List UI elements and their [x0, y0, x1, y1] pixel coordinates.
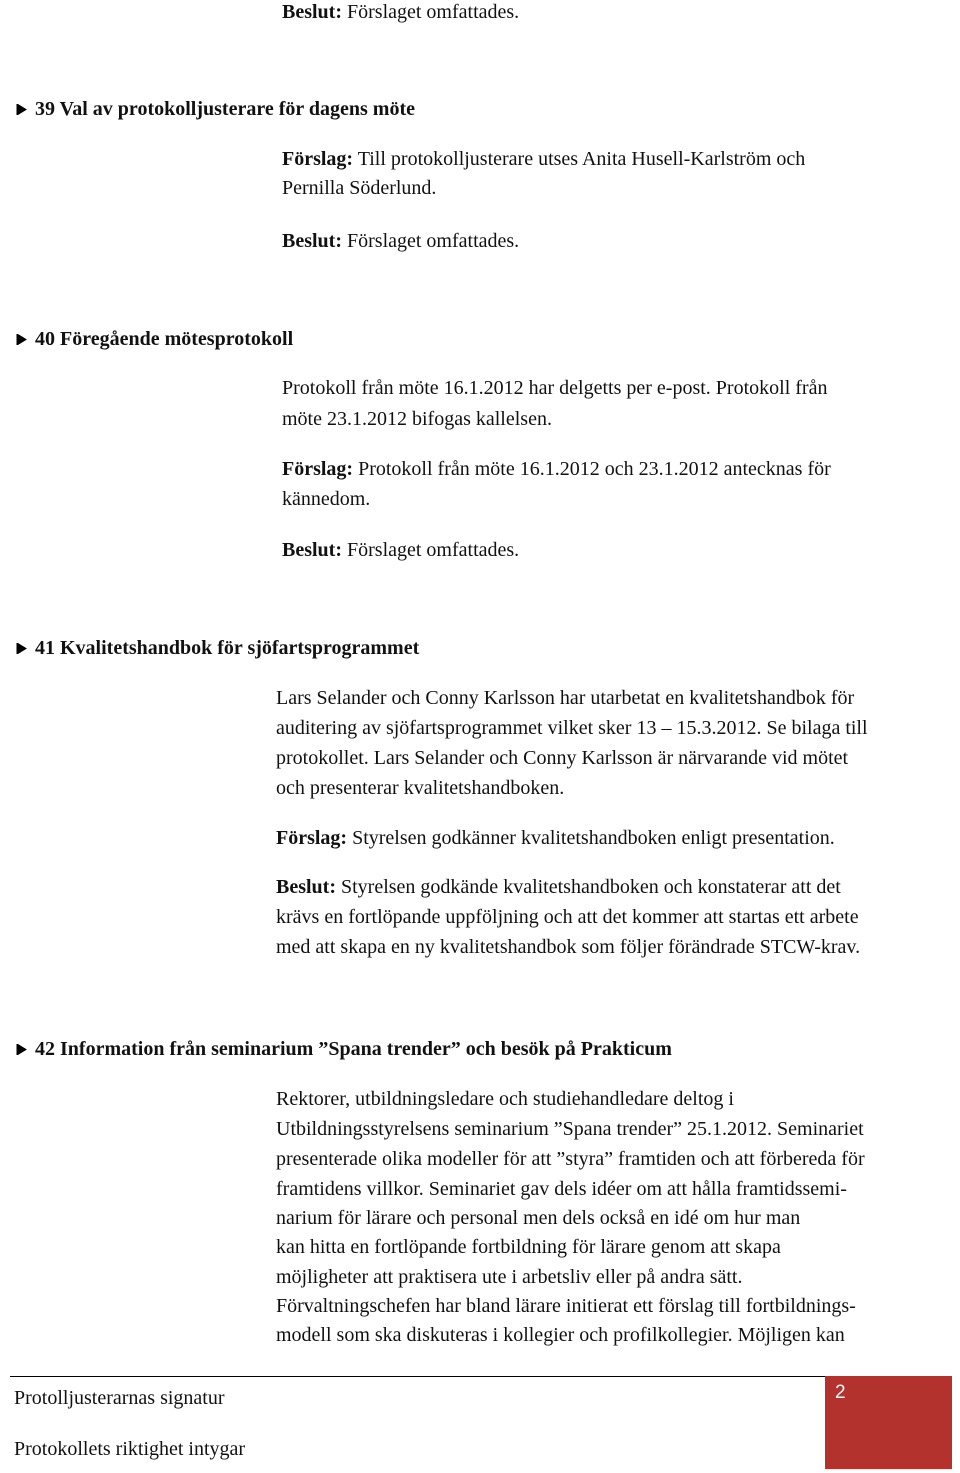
s42-line: presenterade olika modeller för att ”styra” framtiden och att förbereda för [276, 1148, 865, 1170]
beslut-text: Förslaget omfattades. [342, 539, 520, 561]
bullet-arrow-icon [16, 1044, 27, 1055]
s42-line: Rektorer, utbildningsledare och studiehandledare deltog i [276, 1088, 734, 1110]
s41-line: och presenterar kvalitetshandboken. [276, 777, 565, 799]
footer-rule [10, 1376, 825, 1377]
beslut-label: Beslut: [282, 539, 342, 561]
s40-forslag [282, 457, 831, 481]
page-number: 2 [835, 1382, 846, 1403]
section-heading-41 [16, 636, 419, 660]
s42-line: möjligheter att praktisera ute i arbetsliv eller på andra sätt. [276, 1266, 743, 1288]
s42-line: kan hitta en fortlöpande fortbildning för lärare genom att skapa [276, 1236, 781, 1258]
s41-forslag [276, 826, 835, 850]
s39-line: Pernilla Söderlund. [282, 177, 437, 199]
forslag-text: Protokoll från möte 16.1.2012 och 23.1.2012 antecknas för [353, 458, 831, 480]
s40-beslut [282, 538, 519, 562]
forslag-label: Förslag: [276, 827, 348, 849]
section-heading-42 [16, 1037, 672, 1061]
forslag-text: Till protokolljusterare utses Anita Husell-Karlström och [353, 148, 806, 170]
s41-line: protokollet. Lars Selander och Conny Karlsson är närvarande vid mötet [276, 747, 849, 769]
bullet-arrow-icon [16, 104, 27, 115]
beslut-text: Förslaget omfattades. [342, 1, 520, 23]
heading-text: 39 Val av protokolljusterare för dagens möte [35, 98, 415, 120]
bullet-arrow-icon [16, 643, 27, 654]
s40-forslag-cont: kännedom. [282, 488, 371, 510]
s41-beslut-cont: med att skapa en ny kvalitetshandbok som följer förändrade STCW-krav. [276, 936, 861, 958]
s39-beslut [282, 229, 519, 253]
forslag-text: Styrelsen godkänner kvalitetshandboken enligt presentation. [347, 827, 835, 849]
top-beslut [282, 0, 519, 24]
section-heading-39 [16, 97, 415, 121]
s42-line: modell som ska diskuteras i kollegier och profilkollegier. Möjligen kan [276, 1324, 845, 1346]
page-number-box [825, 1376, 952, 1469]
heading-text: 41 Kvalitetshandbok för sjöfartsprogrammet [35, 637, 420, 659]
s41-line: Lars Selander och Conny Karlsson har utarbetat en kvalitetshandbok för [276, 687, 855, 709]
forslag-label: Förslag: [282, 148, 354, 170]
beslut-text: Förslaget omfattades. [342, 230, 520, 252]
s40-line: möte 23.1.2012 bifogas kallelsen. [282, 408, 552, 430]
s41-beslut-cont: krävs en fortlöpande uppföljning och att det kommer att startas ett arbete [276, 906, 859, 928]
s39-forslag [282, 147, 805, 171]
footer-intygar: Protokollets riktighet intygar [14, 1438, 246, 1460]
s42-line: Utbildningsstyrelsens seminarium ”Spana trender” 25.1.2012. Seminariet [276, 1118, 864, 1140]
forslag-label: Förslag: [282, 458, 354, 480]
s41-beslut [276, 875, 841, 899]
beslut-label: Beslut: [282, 230, 342, 252]
footer-signature: Protolljusterarnas signatur [14, 1387, 225, 1409]
section-heading-40 [16, 327, 293, 351]
heading-text: 40 Föregående mötesprotokoll [35, 328, 294, 350]
bullet-arrow-icon [16, 334, 27, 345]
beslut-label: Beslut: [276, 876, 336, 898]
heading-text: 42 Information från seminarium ”Spana trender” och besök på Prakticum [35, 1038, 672, 1060]
s42-line: narium för lärare och personal men dels också en idé om hur man [276, 1207, 801, 1229]
s42-line: framtidens villkor. Seminariet gav dels idéer om att hålla framtidssemi- [276, 1178, 847, 1200]
s40-line: Protokoll från möte 16.1.2012 har delgetts per e-post. Protokoll från [282, 377, 828, 399]
beslut-label: Beslut: [282, 1, 342, 23]
beslut-text: Styrelsen godkände kvalitetshandboken och konstaterar att det [336, 876, 841, 898]
s41-line: auditering av sjöfartsprogrammet vilket sker 13 – 15.3.2012. Se bilaga till [276, 717, 868, 739]
s42-line: Förvaltningschefen har bland lärare initierat ett förslag till fortbildnings- [276, 1295, 856, 1317]
